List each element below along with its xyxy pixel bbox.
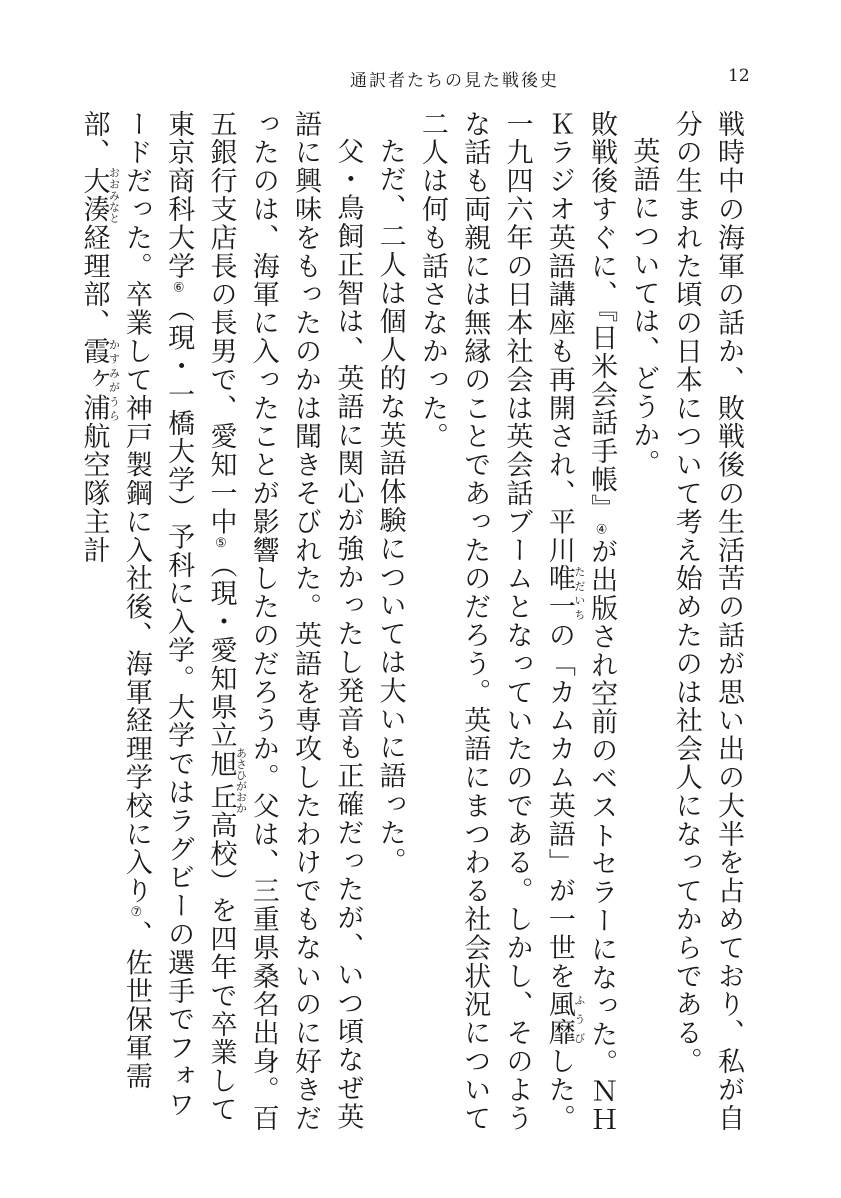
- text-run: 戦時中の海軍の話か、敗戦後の生活苦の話が思い出の大半を占めており、私が自分の生まれた頃の日本について考え始めたのは社会人になってからである。: [670, 110, 744, 1133]
- ruby-base: 大湊: [78, 166, 110, 224]
- text-run: の「カムカム英語」が一世を: [543, 621, 575, 991]
- ruby-reading: ふうび: [572, 990, 586, 1048]
- paragraph-5: [72, 110, 368, 1145]
- text-run: が出版され空前のベストセラーになった。ＮＨＫラジオ英語講座も再開され、平川: [543, 110, 618, 1134]
- ruby-reading: かすみがうら: [107, 337, 121, 423]
- text-run: 敗戦後すぐに、『日米会話手帳』: [586, 110, 618, 523]
- footnote-marker: ⑥: [171, 280, 187, 296]
- ruby-reading: あさひがおか: [234, 747, 248, 814]
- text-run: した。一九四六年の日本社会は英会話ブームとなっていたのである。しかし、そのような話も両親には無縁のことであったのだろう。英語にまつわる社会状況について二人は何も話さなかった。: [416, 110, 575, 1133]
- text-run: （現・一橋大学）予科に入学。大学ではラグビーの選手でフォワードだった。卒業して神戸製鋼に入社後、海軍経理学校に入り: [120, 110, 195, 1120]
- ruby-base: 風靡: [543, 990, 575, 1048]
- paragraph-4: [368, 110, 410, 1145]
- ruby-word: [78, 166, 121, 224]
- ruby-base: 霞ヶ浦: [78, 337, 110, 423]
- footnote-marker: ④: [594, 522, 610, 538]
- text-run: 航空隊主計: [78, 422, 110, 565]
- text-run: 、佐世保軍需部、: [78, 110, 152, 1091]
- text-run: 経理部、: [78, 223, 110, 338]
- ruby-word: [78, 337, 121, 423]
- book-title: 通訳者たちの見た戦後史: [350, 71, 559, 91]
- text-run: （現・愛知県立: [205, 551, 237, 750]
- ruby-reading: ただいち: [572, 564, 586, 622]
- body-text: [72, 110, 749, 1145]
- text-run: 英語については、どうか。: [628, 137, 660, 478]
- paragraph-2: [622, 110, 664, 1145]
- running-header: [0, 66, 841, 90]
- ruby-word: [543, 990, 586, 1048]
- ruby-base: 唯一: [543, 564, 575, 622]
- text-run: 父・鳥飼正智は、英語に関心が強かったし発音も正確だったが、いつ頃なぜ英語に興味をもったのかは聞きそびれた。英語を専攻したわけでもないのに好きだったのは、海軍に入ったことが影響したのだろうか。父は、三重県桑名出身。百五銀行支店長の長男で、愛知一中: [205, 110, 364, 1133]
- ruby-word: [543, 564, 586, 622]
- text-run: 高校）を四年で卒業して東京商科大学: [163, 110, 237, 1124]
- ruby-base: 旭丘: [205, 747, 237, 814]
- paragraph-3: [411, 110, 622, 1145]
- ruby-word: [205, 747, 248, 814]
- paragraph-1: [664, 110, 749, 1145]
- text-run: ただ、二人は個人的な英語体験については大いに語った。: [374, 137, 406, 876]
- ruby-reading: おおみなと: [107, 166, 121, 224]
- footnote-marker: ⑤: [213, 536, 229, 551]
- footnote-marker: ⑦: [128, 905, 144, 921]
- page-number: 12: [728, 66, 750, 86]
